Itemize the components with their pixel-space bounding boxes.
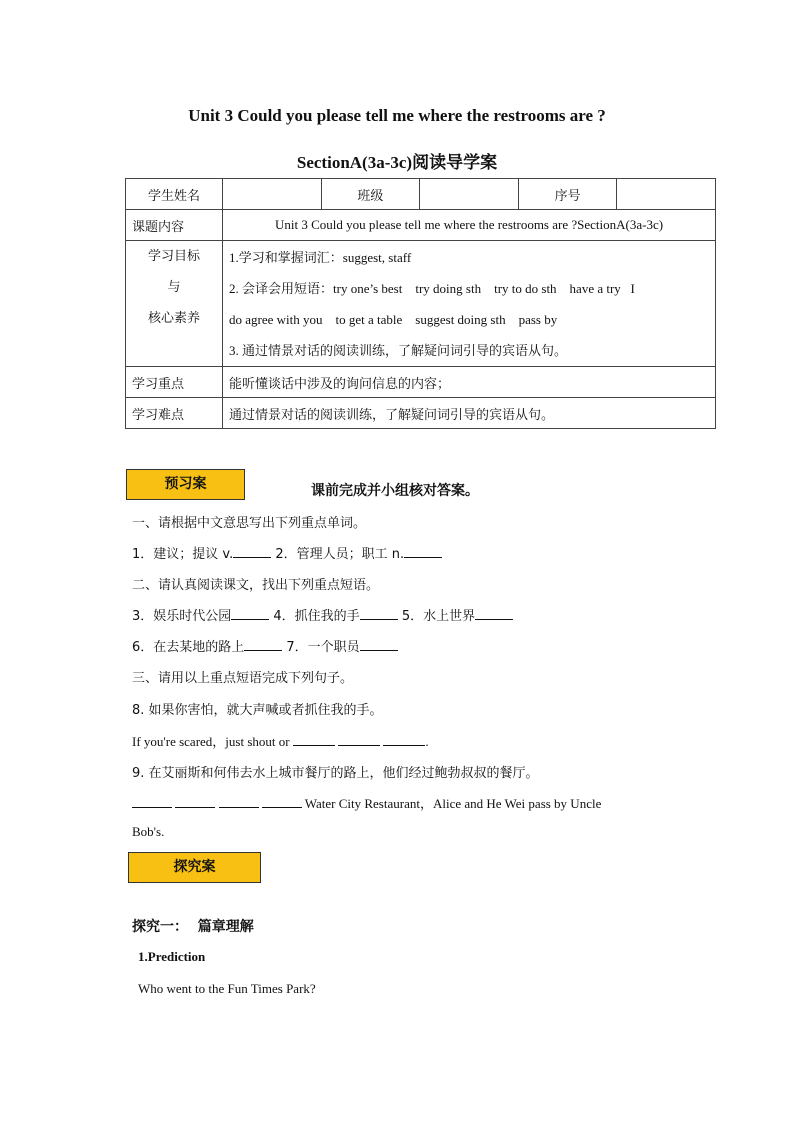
goal-item: 1.学习和掌握词汇：suggest, staff	[229, 250, 412, 265]
key-point-label: 学习重点	[126, 367, 223, 398]
question-text: 5．水上世界	[397, 609, 476, 624]
question-line	[132, 636, 398, 655]
answer-blank[interactable]	[360, 607, 398, 620]
goal-item: 2. 会译会用短语：try one’s best try doing sth try to do sth have a try I	[229, 281, 635, 296]
class-label: 班级	[321, 179, 420, 210]
answer-blank[interactable]	[233, 545, 271, 558]
question-text: 2．管理人员；职工 n.	[271, 547, 405, 562]
section-heading: 三、请用以上重点短语完成下列句子。	[132, 671, 354, 686]
preview-badge: 预习案	[126, 469, 245, 500]
question-text: 9. 在艾丽斯和何伟去水上城市餐厅的路上，他们经过鲍勃叔叔的餐厅。	[132, 766, 539, 781]
goals-label	[126, 241, 223, 367]
answer-blank[interactable]	[219, 795, 259, 808]
answer-blank[interactable]	[293, 733, 335, 746]
seat-field[interactable]	[617, 179, 716, 210]
preview-note: 课前完成并小组核对答案。	[311, 483, 479, 499]
question-text: 4．抓住我的手	[269, 609, 360, 624]
answer-blank[interactable]	[338, 733, 380, 746]
question-text: 3．娱乐时代公园	[132, 609, 232, 624]
goals-label-line: 学习目标	[148, 249, 201, 264]
difficulty-value: 通过情景对话的阅读训练，了解疑问词引导的宾语从句。	[223, 398, 716, 429]
question-text: 7．一个职员	[282, 640, 360, 655]
question-line	[132, 793, 601, 812]
explore-subheading: 1.Prediction	[138, 949, 206, 964]
goals-label-line: 与	[167, 280, 181, 295]
explore-question: Who went to the Fun Times Park?	[138, 981, 316, 996]
seat-label: 序号	[518, 179, 617, 210]
answer-blank[interactable]	[404, 545, 442, 558]
answer-blank[interactable]	[175, 795, 215, 808]
question-text: 1．建议；提议 v.	[132, 547, 234, 562]
question-line	[132, 605, 513, 624]
answer-blank[interactable]	[262, 795, 302, 808]
topic-value: Unit 3 Could you please tell me where the restrooms are ?SectionA(3a-3c)	[223, 210, 716, 241]
answer-blank[interactable]	[132, 795, 172, 808]
question-line: If you're scared，just shout or .	[132, 734, 429, 749]
difficulty-label: 学习难点	[126, 398, 223, 429]
goals-value	[223, 241, 716, 367]
question-text: Bob's.	[132, 824, 165, 839]
student-name-label: 学生姓名	[126, 179, 223, 210]
info-table	[125, 178, 716, 429]
answer-blank[interactable]	[360, 638, 398, 651]
table-row	[126, 367, 716, 398]
topic-label: 课题内容	[126, 210, 223, 241]
question-text: 6．在去某地的路上	[132, 640, 245, 655]
key-point-value: 能听懂谈话中涉及的询问信息的内容；	[223, 367, 716, 398]
table-row	[126, 210, 716, 241]
answer-blank[interactable]	[244, 638, 282, 651]
section-heading: 一、请根据中文意思写出下列重点单词。	[132, 516, 367, 531]
table-row	[126, 179, 716, 210]
table-row	[126, 241, 716, 367]
explore-badge: 探究案	[128, 852, 261, 883]
goal-item: 3. 通过情景对话的阅读训练，了解疑问词引导的宾语从句。	[229, 343, 568, 358]
explore-heading: 探究一： 篇章理解	[132, 919, 254, 935]
page-subtitle: SectionA(3a-3c)阅读导学案	[296, 153, 498, 172]
table-row	[126, 398, 716, 429]
question-text: 8. 如果你害怕，就大声喊或者抓住我的手。	[132, 703, 383, 718]
question-text: If you're scared，just shout or	[132, 734, 290, 749]
question-line	[132, 543, 442, 562]
goal-item: do agree with you to get a table suggest doing sth pass by	[229, 312, 558, 327]
question-text: Water City Restaurant，Alice and He Wei pass by Uncle	[304, 796, 602, 811]
page-title: Unit 3 Could you please tell me where the restrooms are ?	[188, 106, 606, 125]
goals-label-line: 核心素养	[148, 311, 201, 326]
student-name-field[interactable]	[223, 179, 322, 210]
class-field[interactable]	[420, 179, 519, 210]
answer-blank[interactable]	[231, 607, 269, 620]
answer-blank[interactable]	[475, 607, 513, 620]
answer-blank[interactable]	[383, 733, 425, 746]
section-heading: 二、请认真阅读课文，找出下列重点短语。	[132, 578, 380, 593]
